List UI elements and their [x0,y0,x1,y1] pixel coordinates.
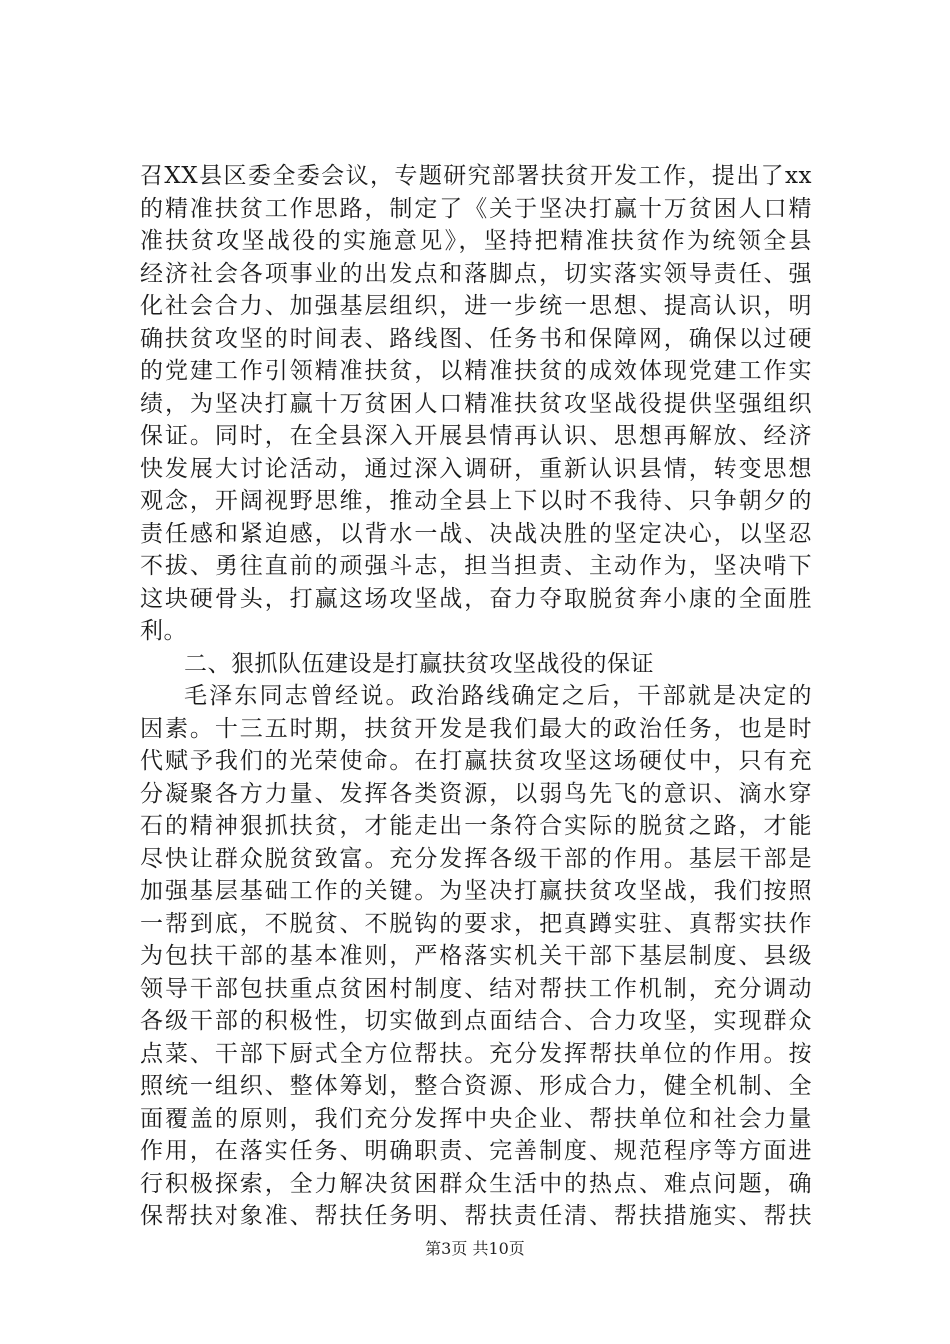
text-line: 点菜、干部下厨式全方位帮扶。充分发挥帮扶单位的作用。按 [140,1040,812,1067]
text-line: 照统一组织、整体筹划，整合资源、形成合力，健全机制、全 [140,1073,812,1099]
text-line: 面覆盖的原则，我们充分发挥中央企业、帮扶单位和社会力量 [140,1105,812,1132]
text-line: 观念，开阔视野思维，推动全县上下以时不我待、只争朝夕的 [140,488,812,514]
text-line: 这块硬骨头，打赢这场攻坚战，奋力夺取脱贫奔小康的全面胜 [140,585,812,612]
text-line: 因素。十三五时期，扶贫开发是我们最大的政治任务，也是时 [140,715,812,742]
text-line: 化社会合力、加强基层组织，进一步统一思想、提高认识，明 [140,293,812,319]
text-line: 保证。同时，在全县深入开展县情再认识、思想再解放、经济 [140,423,812,449]
text-line: 一帮到底，不脱贫、不脱钩的要求，把真蹲实驻、真帮实扶作 [140,910,812,937]
text-line: 尽快让群众脱贫致富。充分发挥各级干部的作用。基层干部是 [140,845,812,872]
text-line: 分凝聚各方力量、发挥各类资源，以弱鸟先飞的意识、滴水穿 [140,780,812,807]
text-line: 绩，为坚决打赢十万贫困人口精准扶贫攻坚战役提供坚强组织 [140,390,812,417]
text-line: 保帮扶对象准、帮扶任务明、帮扶责任清、帮扶措施实、帮扶 [140,1203,812,1229]
section-heading: 二、狠抓队伍建设是打赢扶贫攻坚战役的保证 [184,650,654,677]
text-line: 各级干部的积极性，切实做到点面结合、合力攻坚，实现群众 [140,1008,812,1034]
text-line: 代赋予我们的光荣使命。在打赢扶贫攻坚这场硬仗中，只有充 [140,748,812,774]
text-line: 领导干部包扶重点贫困村制度、结对帮扶工作机制，充分调动 [140,975,812,1002]
text-line: 准扶贫攻坚战役的实施意见》，坚持把精准扶贫作为统领全县 [140,228,812,254]
text-line: 加强基层基础工作的关键。为坚决打赢扶贫攻坚战，我们按照 [140,878,812,904]
text-line: 毛泽东同志曾经说。政治路线确定之后，干部就是决定的 [184,683,812,709]
text-line: 作用，在落实任务、明确职责、完善制度、规范程序等方面进 [140,1138,812,1164]
text-line: 不拔、勇往直前的顽强斗志，担当担责、主动作为，坚决啃下 [140,553,812,579]
text-line: 利。 [140,618,187,644]
text-line: 确扶贫攻坚的时间表、路线图、任务书和保障网，确保以过硬 [140,325,812,352]
text-line: 行积极探索，全力解决贫困群众生活中的热点、难点问题，确 [140,1170,812,1197]
text-line: 的党建工作引领精准扶贫，以精准扶贫的成效体现党建工作实 [140,358,812,384]
page-number-footer: 第3页 共10页 [425,1239,525,1258]
text-line: 的精准扶贫工作思路，制定了《关于坚决打赢十万贫困人口精 [140,195,812,222]
document-body [140,160,812,1233]
text-line: 为包扶干部的基本准则，严格落实机关干部下基层制度、县级 [140,943,812,969]
text-line: 石的精神狠抓扶贫，才能走出一条符合实际的脱贫之路，才能 [140,813,812,839]
text-line: 快发展大讨论活动，通过深入调研，重新认识县情，转变思想 [140,455,812,482]
text-line: 召XX县区委全委会议，专题研究部署扶贫开发工作，提出了xx [140,163,812,189]
text-line: 经济社会各项事业的出发点和落脚点，切实落实领导责任、强 [140,260,812,287]
text-line: 责任感和紧迫感，以背水一战、决战决胜的坚定决心，以坚忍 [140,520,812,547]
